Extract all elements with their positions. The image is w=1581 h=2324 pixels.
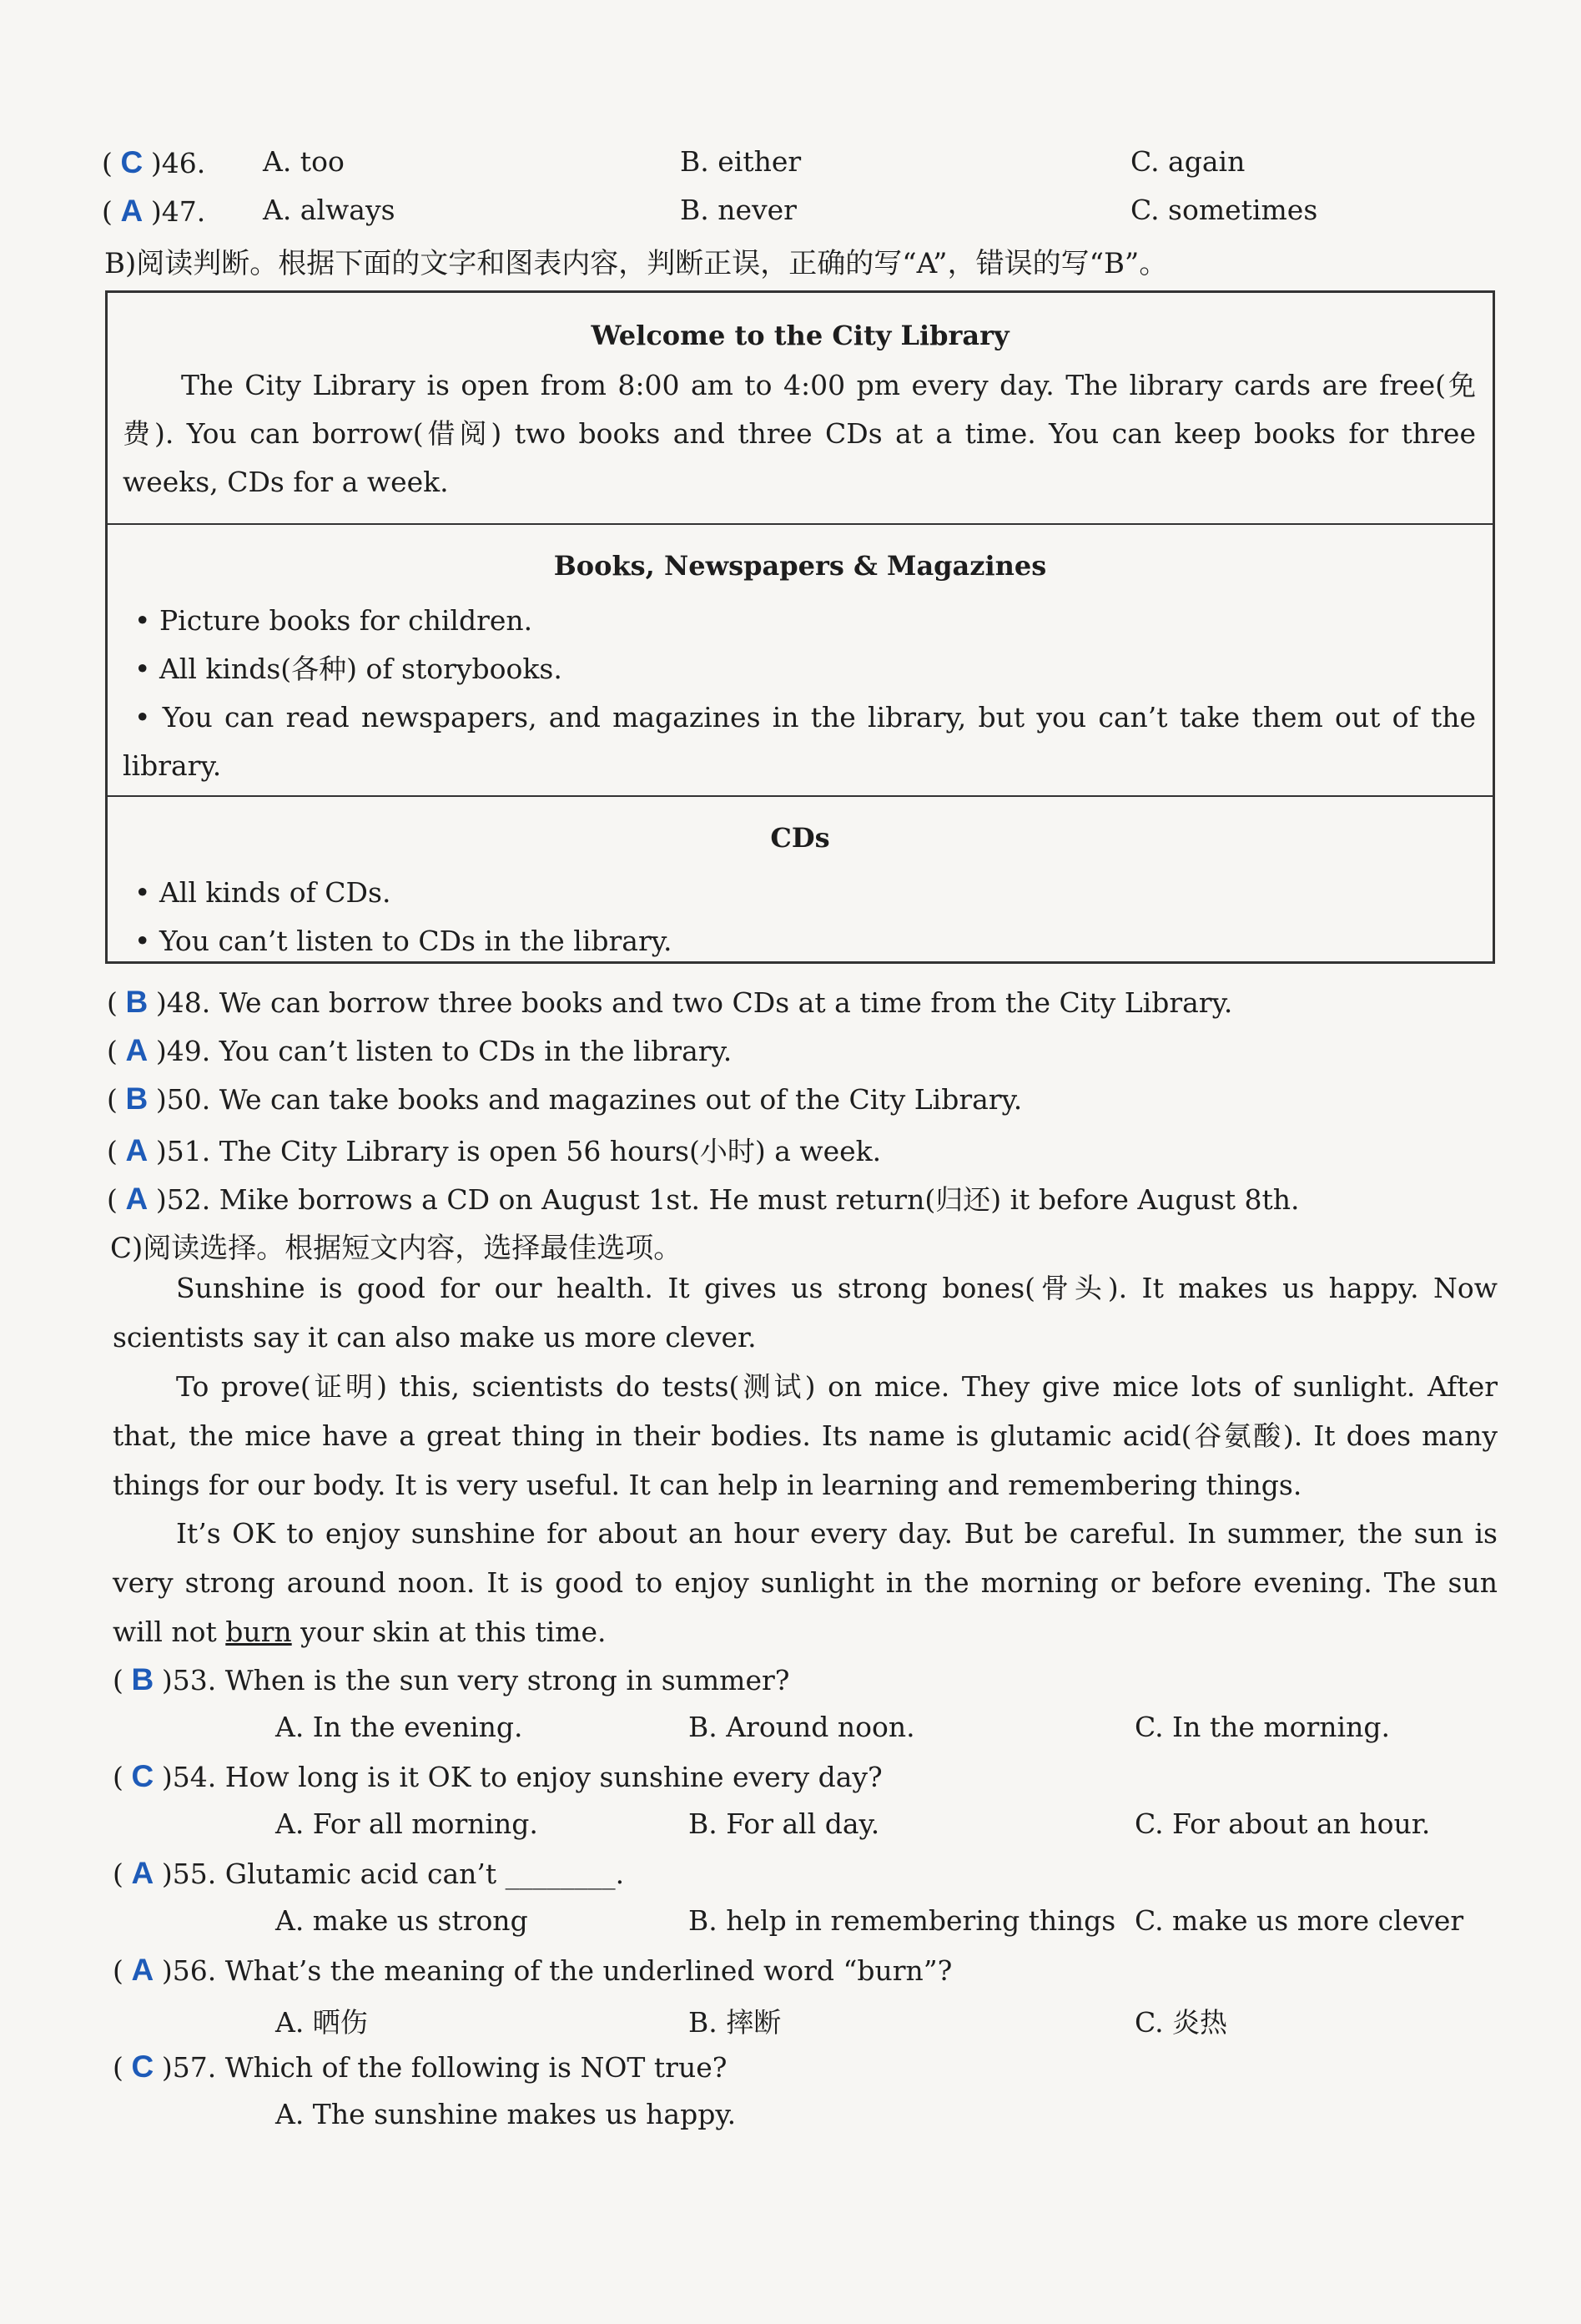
answer-53: B: [131, 1662, 154, 1696]
q46-option-b: B. either: [680, 145, 802, 178]
q54-option-c: C. For about an hour.: [1135, 1807, 1431, 1840]
q53-option-a: A. In the evening.: [275, 1711, 523, 1743]
section-c-heading: C)阅读选择。根据短文内容，选择最佳选项。: [110, 1232, 682, 1265]
question-56-text: )56. What’s the meaning of the underlined word “burn”?: [161, 1954, 953, 1987]
q56-option-a: A. 晒伤: [275, 2006, 368, 2039]
books-item-2: • All kinds(各种) of storybooks.: [134, 653, 562, 685]
question-54: [113, 1759, 883, 1794]
q47-option-b: B. never: [680, 194, 797, 226]
passage-paragraph-3: [113, 1509, 1498, 1656]
open-paren: (: [113, 1664, 123, 1696]
q47-option-c: C. sometimes: [1130, 194, 1318, 226]
question-57: [113, 2049, 727, 2085]
q54-option-a: A. For all morning.: [275, 1807, 538, 1840]
question-49-text: )49. You can’t listen to CDs in the library.: [155, 1035, 733, 1067]
q47-option-a: A. always: [263, 194, 395, 226]
passage-p3-before: It’s OK to enjoy sunshine for about an hour every day. But be careful. In summer, the sun is very strong around noon. It is good to enjoy sunlight in the morning or before evening. The sun will not: [113, 1517, 1498, 1648]
answer-47: A: [120, 194, 143, 228]
answer-56: A: [131, 1953, 154, 1987]
open-paren: (: [113, 1858, 123, 1890]
books-title: Books, Newspapers & Magazines: [553, 550, 1047, 582]
open-paren: (: [107, 986, 118, 1019]
q57-option-a: A. The sunshine makes us happy.: [275, 2098, 737, 2130]
passage-paragraph-1: Sunshine is good for our health. It gives us strong bones(骨头). It makes us happy. Now scientists say it can also make us more clever.: [113, 1272, 1498, 1354]
library-info-box: [105, 290, 1495, 964]
question-53-text: )53. When is the sun very strong in summer?: [161, 1664, 790, 1696]
answer-blank: ________: [505, 1858, 616, 1890]
open-paren: (: [107, 1083, 118, 1116]
section-b-heading: B)阅读判断。根据下面的文字和图表内容，判断正误，正确的写“A”，错误的写“B”。: [104, 247, 1168, 280]
cds-item-1: • All kinds of CDs.: [134, 876, 391, 909]
answer-48: B: [125, 985, 149, 1019]
question-48-text: )48. We can borrow three books and two CDs at a time from the City Library.: [155, 986, 1233, 1019]
question-52: [107, 1178, 1300, 1217]
question-57-text: )57. Which of the following is NOT true?: [161, 2051, 728, 2084]
q56-option-b: B. 摔断: [688, 2006, 782, 2039]
cds-item-2: • You can’t listen to CDs in the library.: [134, 925, 672, 957]
answer-51: A: [125, 1133, 149, 1167]
books-item-3: • You can read newspapers, and magazines in the library, but you can’t take them out of the library.: [123, 701, 1476, 782]
question-49: [107, 1033, 732, 1068]
answer-55: A: [131, 1856, 154, 1890]
q55-option-b: B. help in remembering things: [688, 1904, 1116, 1937]
question-51-text: )51. The City Library is open 56 hours(小时) a week.: [155, 1135, 882, 1167]
open-paren: (: [107, 1135, 118, 1167]
open-paren: (: [113, 2051, 123, 2084]
q53-option-c: C. In the morning.: [1135, 1711, 1390, 1743]
answer-52: A: [125, 1182, 149, 1216]
passage-paragraph-2: To prove(证明) this, scientists do tests(测试) on mice. They give mice lots of sunlight. After that, the mice have a great thing in their bodies. Its name is glutamic acid(谷氨酸). It does many things for our body. It is very useful. It can help in learning and remembering things.: [113, 1370, 1498, 1501]
open-paren: (: [102, 195, 113, 228]
cds-title: CDs: [770, 822, 830, 854]
open-paren: (: [113, 1761, 123, 1793]
question-number-46: )46.: [150, 147, 206, 179]
question-48: [107, 985, 1232, 1020]
q56-option-c: C. 炎热: [1135, 2006, 1228, 2039]
question-51: [107, 1130, 881, 1169]
open-paren: (: [107, 1183, 118, 1216]
cds-section: [108, 797, 1493, 964]
answer-57: C: [131, 2049, 154, 2084]
books-section: [108, 525, 1493, 797]
question-55: [113, 1856, 624, 1891]
q46-option-a: A. too: [263, 145, 345, 178]
question-47: [102, 194, 205, 229]
q54-option-b: B. For all day.: [688, 1807, 880, 1840]
q53-option-b: B. Around noon.: [688, 1711, 915, 1743]
q55-option-a: A. make us strong: [275, 1904, 528, 1937]
q55-option-c: C. make us more clever: [1135, 1904, 1464, 1937]
answer-49: A: [125, 1033, 149, 1067]
answer-54: C: [131, 1759, 154, 1793]
answer-46: C: [120, 145, 143, 179]
question-46: [102, 145, 205, 180]
library-intro-text: The City Library is open from 8:00 am to 4:00 pm every day. The library cards are free(免费). You can borrow(借阅) two books and three CDs at a time. You can keep books for three weeks, CDs for a week.: [123, 369, 1476, 498]
question-52-text: )52. Mike borrows a CD on August 1st. He must return(归还) it before August 8th.: [155, 1183, 1300, 1216]
question-53: [113, 1662, 789, 1697]
blank-period: .: [615, 1858, 625, 1890]
question-55-text: )55. Glutamic acid can’t: [161, 1858, 497, 1890]
passage-p3-after: your skin at this time.: [291, 1616, 607, 1648]
q46-option-c: C. again: [1130, 145, 1246, 178]
question-56: [113, 1953, 952, 1988]
library-intro-section: [108, 293, 1493, 525]
open-paren: (: [107, 1035, 118, 1067]
question-50: [107, 1081, 1022, 1117]
open-paren: (: [102, 147, 113, 179]
question-54-text: )54. How long is it OK to enjoy sunshine every day?: [161, 1761, 883, 1793]
answer-50: B: [125, 1081, 149, 1116]
books-item-1: • Picture books for children.: [134, 604, 533, 637]
library-title: Welcome to the City Library: [591, 320, 1010, 351]
open-paren: (: [113, 1954, 123, 1987]
question-50-text: )50. We can take books and magazines out of the City Library.: [155, 1083, 1023, 1116]
question-number-47: )47.: [150, 195, 206, 228]
underlined-word-burn: burn: [225, 1616, 292, 1648]
